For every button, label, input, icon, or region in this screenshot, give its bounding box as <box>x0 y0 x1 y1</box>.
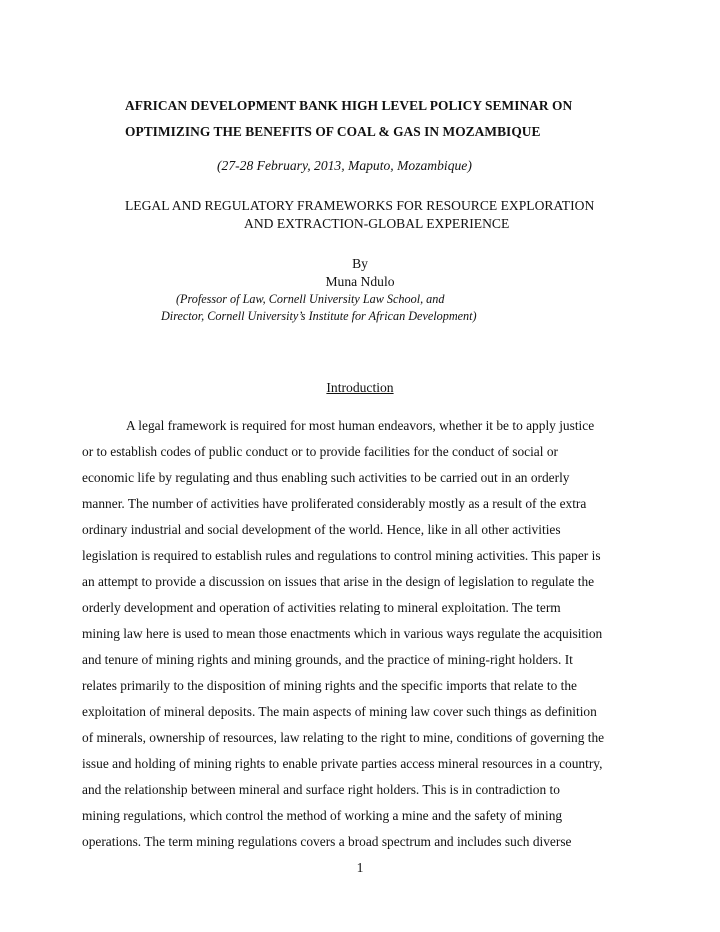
section-heading <box>0 380 720 396</box>
page-number: 1 <box>356 860 364 875</box>
paragraph-line: economic life by regulating and thus enabling such activities to be carried out in an orderly <box>82 470 570 485</box>
subtitle-line-2: AND EXTRACTION-GLOBAL EXPERIENCE <box>244 216 510 231</box>
title-line-2: OPTIMIZING THE BENEFITS OF COAL & GAS IN MOZAMBIQUE <box>125 124 541 139</box>
paragraph-line: issue and holding of mining rights to enable private parties access mineral resources in a country, <box>82 756 603 771</box>
paragraph-line: orderly development and operation of activities relating to mineral exploitation. The term <box>82 600 561 615</box>
paragraph-line: and the relationship between mineral and surface right holders. This is in contradiction to <box>82 782 560 797</box>
by-label: By <box>352 256 368 271</box>
title-line-1: AFRICAN DEVELOPMENT BANK HIGH LEVEL POLICY SEMINAR ON <box>125 98 573 113</box>
author-affiliation-line-2: Director, Cornell University’s Institute for African Development) <box>161 309 477 323</box>
paragraph-line: A legal framework is required for most human endeavors, whether it be to apply justice <box>126 418 595 433</box>
section-heading-text: Introduction <box>326 380 394 395</box>
author-name: Muna Ndulo <box>325 274 395 289</box>
paragraph-line: or to establish codes of public conduct or to provide facilities for the conduct of social or <box>82 444 558 459</box>
subtitle-line-1: LEGAL AND REGULATORY FRAMEWORKS FOR RESOURCE EXPLORATION <box>125 198 595 213</box>
author-affiliation-line-1: (Professor of Law, Cornell University Law School, and <box>176 292 445 306</box>
paragraph-line: of minerals, ownership of resources, law relating to the right to mine, conditions of governing the <box>82 730 605 745</box>
paragraph-line: an attempt to provide a discussion on issues that arise in the design of legislation to regulate the <box>82 574 595 589</box>
paragraph-line: manner. The number of activities have proliferated considerably mostly as a result of the extra <box>82 496 587 511</box>
paragraph-line: mining regulations, which control the method of working a mine and the safety of mining <box>82 808 563 823</box>
conference-info: (27-28 February, 2013, Maputo, Mozambique) <box>217 158 472 173</box>
paragraph-line: and tenure of mining rights and mining grounds, and the practice of mining-right holders. It <box>82 652 573 667</box>
paragraph-line: ordinary industrial and social development of the world. Hence, like in all other activities <box>82 522 561 537</box>
paragraph-line: operations. The term mining regulations covers a broad spectrum and includes such diverse <box>82 834 572 849</box>
paragraph-line: legislation is required to establish rules and regulations to control mining activities. This paper is <box>82 548 601 563</box>
paragraph-line: relates primarily to the disposition of mining rights and the specific imports that relate to the <box>82 678 577 693</box>
paragraph-line: exploitation of mineral deposits. The main aspects of mining law cover such things as definition <box>82 704 597 719</box>
paragraph-line: mining law here is used to mean those enactments which in various ways regulate the acquisition <box>82 626 603 641</box>
